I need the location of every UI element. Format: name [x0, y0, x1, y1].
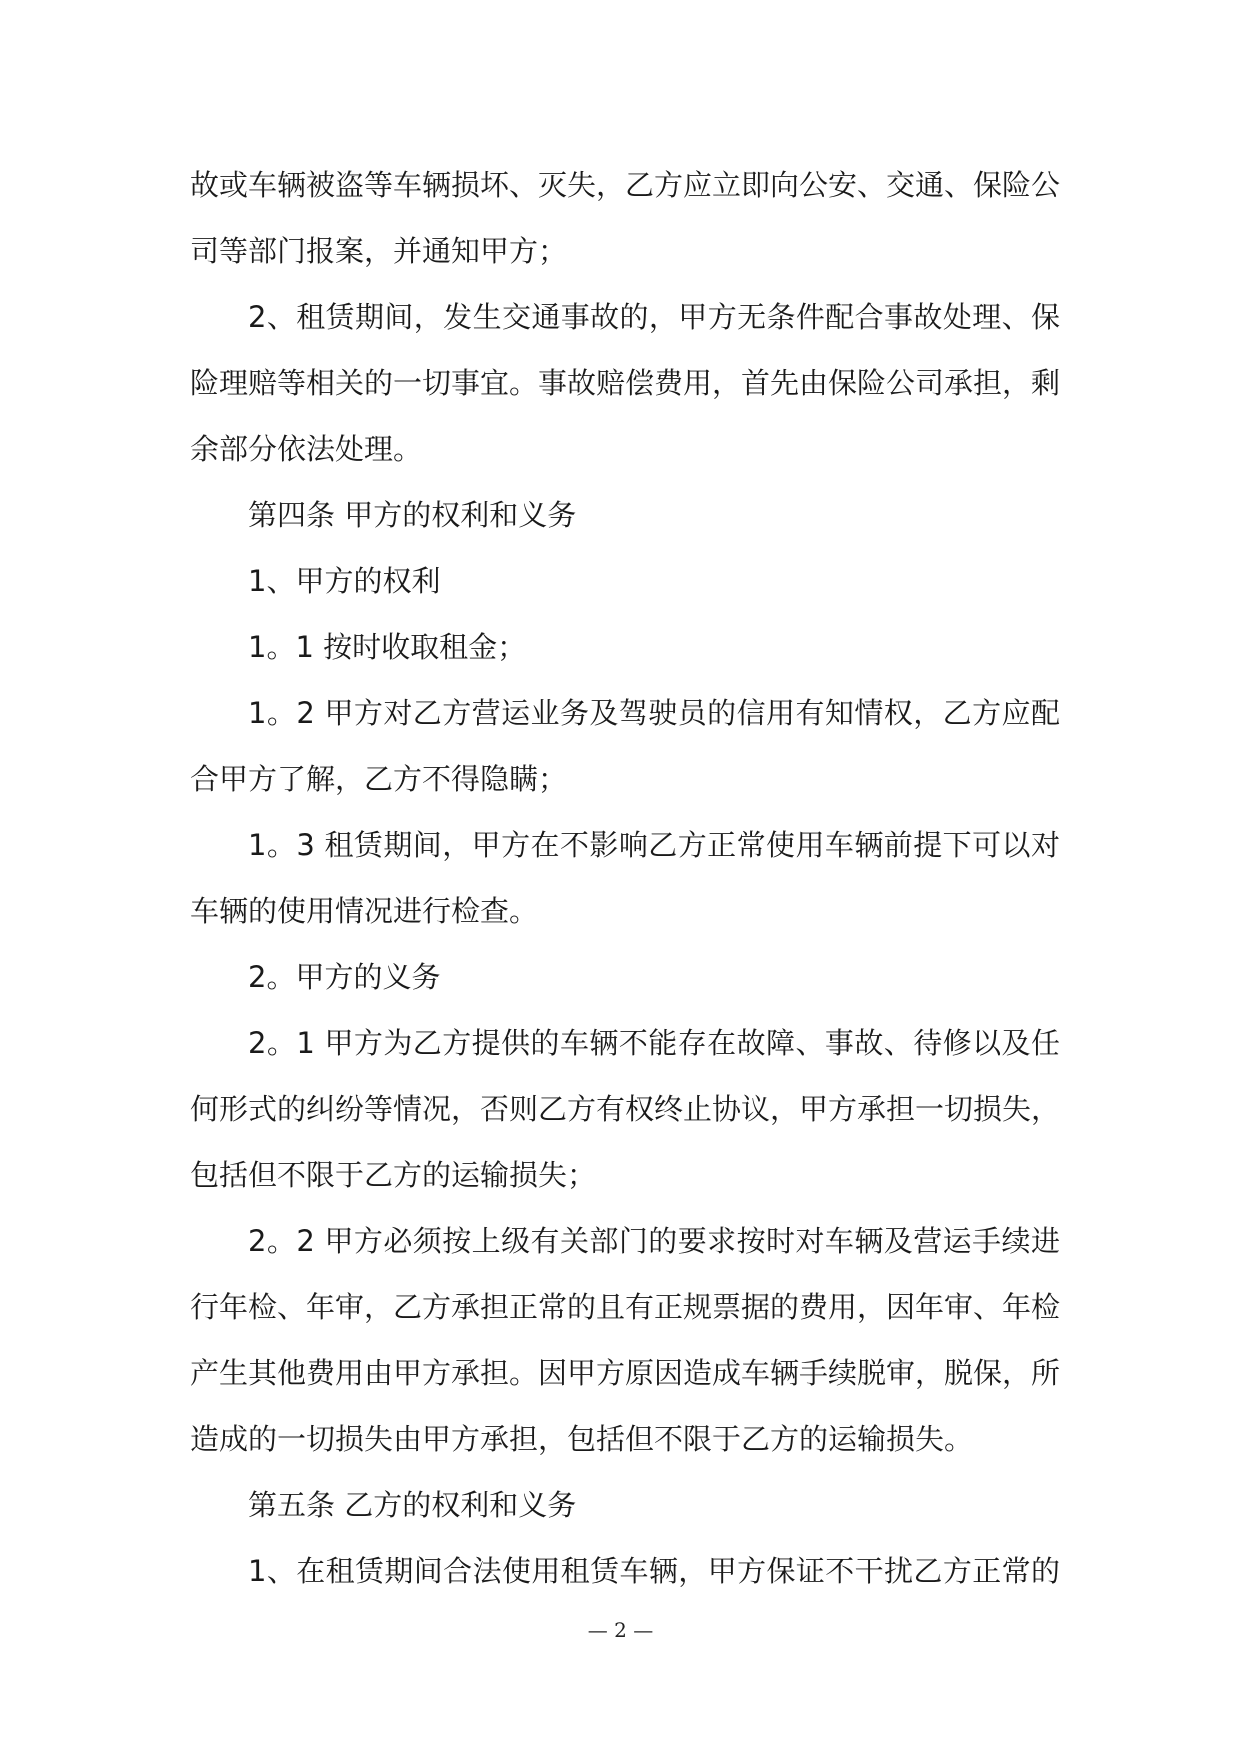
paragraph-line: 1、在租赁期间合法使用租赁车辆，甲方保证不干扰乙方正常的	[248, 1554, 1060, 1588]
subsection-heading: 1、甲方的权利	[248, 564, 441, 598]
section-heading: 第四条 甲方的权利和义务	[248, 498, 577, 532]
paragraph-line: 1。2 甲方对乙方营运业务及驾驶员的信用有知情权，乙方应配	[248, 696, 1060, 730]
paragraph-line: 余部分依法处理。	[190, 432, 423, 466]
paragraph-line: 故或车辆被盗等车辆损坏、灭失，乙方应立即向公安、交通、保险公	[190, 168, 1061, 202]
page-number: — 2 —	[587, 1618, 654, 1642]
section-heading: 第五条 乙方的权利和义务	[248, 1488, 577, 1522]
paragraph-line: 包括但不限于乙方的运输损失；	[190, 1158, 597, 1192]
paragraph-line: 1。1 按时收取租金；	[248, 630, 527, 664]
paragraph-line: 2。1 甲方为乙方提供的车辆不能存在故障、事故、待修以及任	[248, 1026, 1060, 1060]
paragraph-line: 行年检、年审，乙方承担正常的且有正规票据的费用，因年审、年检	[190, 1290, 1061, 1324]
paragraph-line: 产生其他费用由甲方承担。因甲方原因造成车辆手续脱审，脱保，所	[190, 1356, 1061, 1390]
paragraph-line: 1。3 租赁期间，甲方在不影响乙方正常使用车辆前提下可以对	[248, 828, 1060, 862]
paragraph-line: 造成的一切损失由甲方承担，包括但不限于乙方的运输损失。	[190, 1422, 974, 1456]
paragraph-line: 2、租赁期间，发生交通事故的，甲方无条件配合事故处理、保	[248, 300, 1060, 334]
subsection-heading: 2。甲方的义务	[248, 960, 441, 994]
paragraph-line: 险理赔等相关的一切事宜。事故赔偿费用，首先由保险公司承担，剩	[190, 366, 1061, 400]
paragraph-line: 何形式的纠纷等情况，否则乙方有权终止协议，甲方承担一切损失，	[190, 1092, 1061, 1126]
document-body	[190, 152, 1060, 1604]
paragraph-line: 司等部门报案，并通知甲方；	[190, 234, 568, 268]
paragraph-line: 车辆的使用情况进行检查。	[190, 894, 539, 928]
paragraph-line: 2。2 甲方必须按上级有关部门的要求按时对车辆及营运手续进	[248, 1224, 1060, 1258]
paragraph-line: 合甲方了解，乙方不得隐瞒；	[190, 762, 568, 796]
